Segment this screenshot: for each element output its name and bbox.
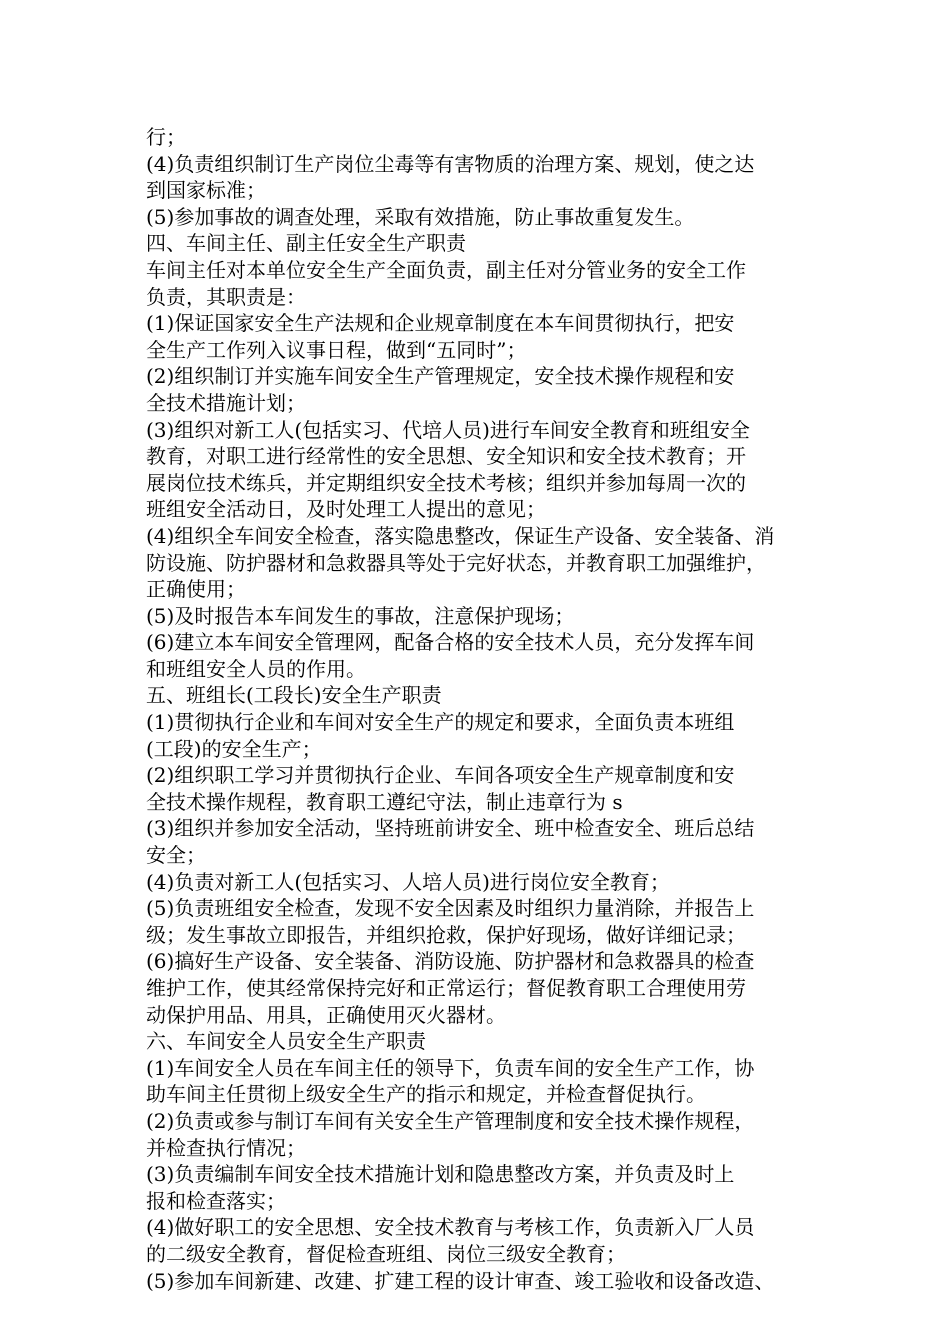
text-line: 全技术措施计划； (146, 390, 306, 415)
text-line: 行； (146, 125, 186, 149)
text-line: (5)负责班组安全检查，发现不安全因素及时组织力量消除，并报告上 (146, 896, 755, 921)
text-line: 展岗位技术练兵，并定期组织安全技术考核；组织并参加每周一次的 (146, 470, 746, 495)
text-line: (工段)的安全生产； (146, 736, 322, 761)
text-line: 助车间主任贯彻上级安全生产的指示和规定，并检查督促执行。 (146, 1082, 706, 1107)
text-line: 报和检查落实； (146, 1188, 286, 1213)
text-line: 六、车间安全人员安全生产职责 (146, 1029, 426, 1054)
text-line: (5)参加车间新建、改建、扩建工程的设计审查、竣工验收和设备改造、 (146, 1268, 775, 1293)
text-line: (4)做好职工的安全思想、安全技术教育与考核工作，负责新入厂人员 (146, 1215, 755, 1240)
text-line: (2)组织职工学习并贯彻执行企业、车间各项安全生产规章制度和安 (146, 763, 735, 788)
text-line: 级；发生事故立即报告，并组织抢救，保护好现场，做好详细记录； (146, 922, 746, 947)
text-line: 四、车间主任、副主任安全生产职责 (146, 231, 466, 256)
text-line: (2)组织制订并实施车间安全生产管理规定，安全技术操作规程和安 (146, 364, 735, 389)
text-line: 并检查执行情况； (146, 1135, 306, 1160)
text-line: (1)车间安全人员在车间主任的领导下，负责车间的安全生产工作，协 (146, 1055, 755, 1080)
text-line: (4)组织全车间安全检查，落实隐患整改，保证生产设备、安全装备、消 (146, 523, 775, 548)
text-line: (4)负责组织制订生产岗位尘毒等有害物质的治理方案、规划，使之达 (146, 151, 755, 176)
text-line: 动保护用品、用具，正确使用灭火器材。 (146, 1002, 506, 1027)
text-line: (5)及时报告本车间发生的事故，注意保护现场； (146, 603, 575, 628)
text-line: 防设施、防护器材和急救器具等处于完好状态，并教育职工加强维护， (146, 550, 766, 575)
text-line: 全技术操作规程，教育职工遵纪守法，制止违章行为 s (146, 789, 623, 814)
text-line: 安全； (146, 843, 206, 868)
text-line: (2)负责或参与制订车间有关安全生产管理制度和安全技术操作规程， (146, 1108, 755, 1133)
text-line: (1)保证国家安全生产法规和企业规章制度在本车间贯彻执行，把安 (146, 311, 735, 336)
text-line: 正确使用； (146, 577, 246, 602)
text-line: 的二级安全教育，督促检查班组、岗位三级安全教育； (146, 1241, 626, 1266)
text-line: (4)负责对新工人(包括实习、人培人员)进行岗位安全教育； (146, 869, 670, 894)
text-line: 到国家标准； (146, 178, 266, 203)
text-line: (6)建立本车间安全管理网，配备合格的安全技术人员，充分发挥车间 (146, 630, 755, 655)
text-line: (3)组织并参加安全活动，坚持班前讲安全、班中检查安全、班后总结 (146, 816, 755, 841)
text-line: (5)参加事故的调查处理，采取有效措施，防止事故重复发生。 (146, 204, 695, 229)
text-line: 车间主任对本单位安全生产全面负责，副主任对分管业务的安全工作 (146, 257, 746, 282)
text-line: 维护工作，使其经常保持完好和正常运行；督促教育职工合理使用劳 (146, 976, 746, 1000)
text-line: (1)贯彻执行企业和车间对安全生产的规定和要求，全面负责本班组 (146, 710, 735, 735)
text-line: (3)组织对新工人(包括实习、代培人员)进行车间安全教育和班组安全 (146, 417, 750, 442)
text-line: 五、班组长(工段长)安全生产职责 (146, 683, 442, 708)
document-body (146, 124, 814, 1294)
text-line: 教育，对职工进行经常性的安全思想、安全知识和安全技术教育；开 (146, 444, 746, 469)
text-line: 和班组安全人员的作用。 (146, 656, 366, 681)
text-line: 全生产工作列入议事日程，做到“五同时”； (146, 337, 527, 362)
text-line: (3)负责编制车间安全技术措施计划和隐患整改方案，并负责及时上 (146, 1162, 735, 1187)
text-line: (6)搞好生产设备、安全装备、消防设施、防护器材和急救器具的检查 (146, 949, 755, 974)
text-line: 负责，其职责是： (146, 284, 306, 309)
text-line: 班组安全活动日，及时处理工人提出的意见； (146, 497, 546, 522)
